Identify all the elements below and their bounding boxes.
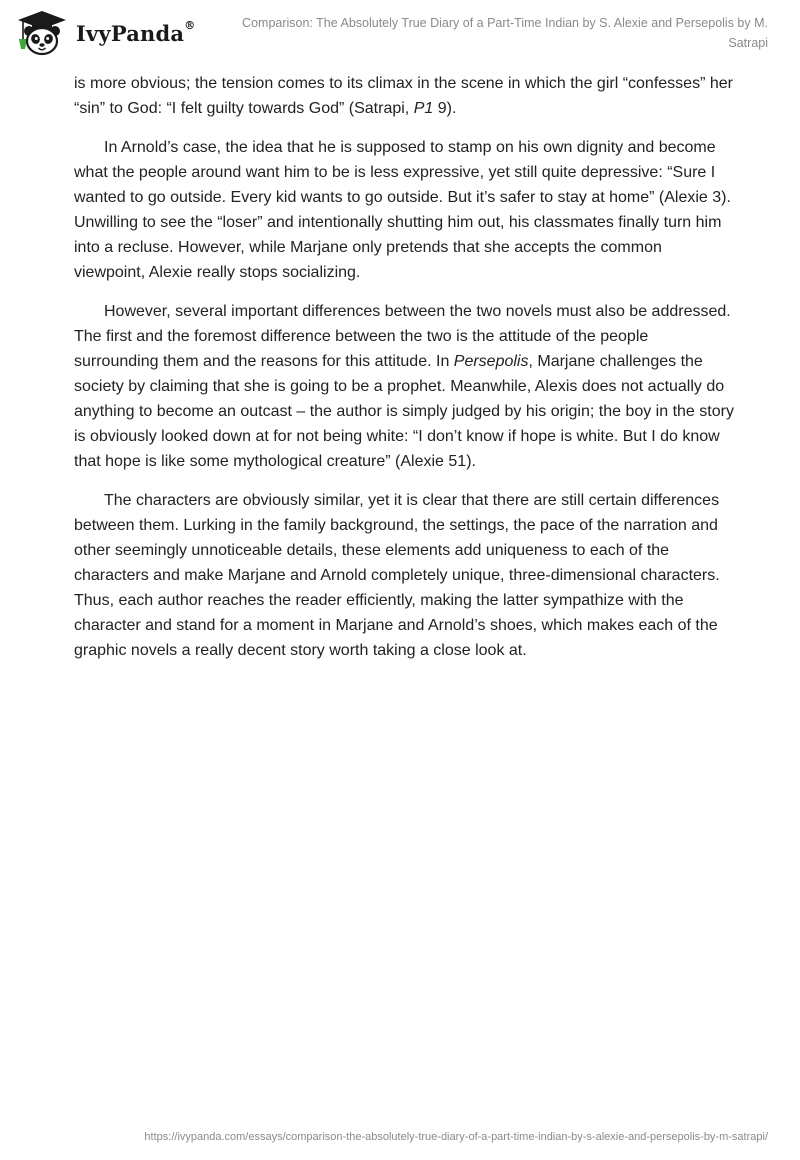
document-title: Comparison: The Absolutely True Diary of a Part-Time Indian by S. Alexie and Persepolis by M. Satrapi	[242, 16, 768, 50]
paragraph-4: The characters are obviously similar, yet it is clear that there are still certain differences between them. Lurking in the family background, the settings, the pace of the narration and other seemingly unnoticeable details, these elements add uniqueness to each of the characters and make Marjane and Arnold completely unique, three-dimensional characters. Thus, each author reaches the reader efficiently, making the latter sympathize with the character and stand for a moment in Marjane and Arnold’s shoes, which makes each of the graphic novels a really decent story worth taking a close look at.	[74, 492, 720, 659]
essay-body	[74, 71, 734, 677]
italic-citation: P1	[413, 100, 434, 117]
paragraph-1: is more obvious; the tension comes to its climax in the scene in which the girl “confesses” her “sin” to God: “I felt guilty towards God” (Satrapi, P1 9).	[74, 75, 733, 117]
paragraph-2: In Arnold’s case, the idea that he is supposed to stamp on his own dignity and become what the people around want him to be is less expressive, yet still quite depressive: “Sure I wanted to go outside. Every kid wants to go outside. But it’s safer to stay at home” (Alexie 3). Unwilling to see the “loser” and intentionally shutting him out, his classmates finally turn him into a recluse. However, while Marjane only pretends that she accepts the common viewpoint, Alexie really stops socializing.	[74, 139, 731, 281]
paragraph-3: However, several important differences between the two novels must also be addressed. The first and the foremost difference between the two is the attitude of the people surrounding them and the reasons for this attitude. In Persepolis, Marjane challenges the society by claiming that she is going to be a prophet. Meanwhile, Alexis does not actually do anything to become an outcast – the author is simply judged by his origin; the boy in the story is obviously looked down at for not being white: “I don’t know if hope is white. But I do know that hope is like some mythological creature” (Alexie 51).	[74, 303, 734, 470]
italic-title: Persepolis	[453, 353, 529, 370]
page-header	[0, 0, 800, 70]
panda-graduate-icon	[14, 9, 70, 57]
ivypanda-logo[interactable]	[14, 8, 204, 58]
source-url-link[interactable]: https://ivypanda.com/essays/comparison-the-absolutely-true-diary-of-a-part-time-indian-by-s-alexie-and-persepolis-by-m-satrapi/	[144, 1131, 768, 1143]
logo-text: IvyPanda®	[76, 18, 196, 46]
